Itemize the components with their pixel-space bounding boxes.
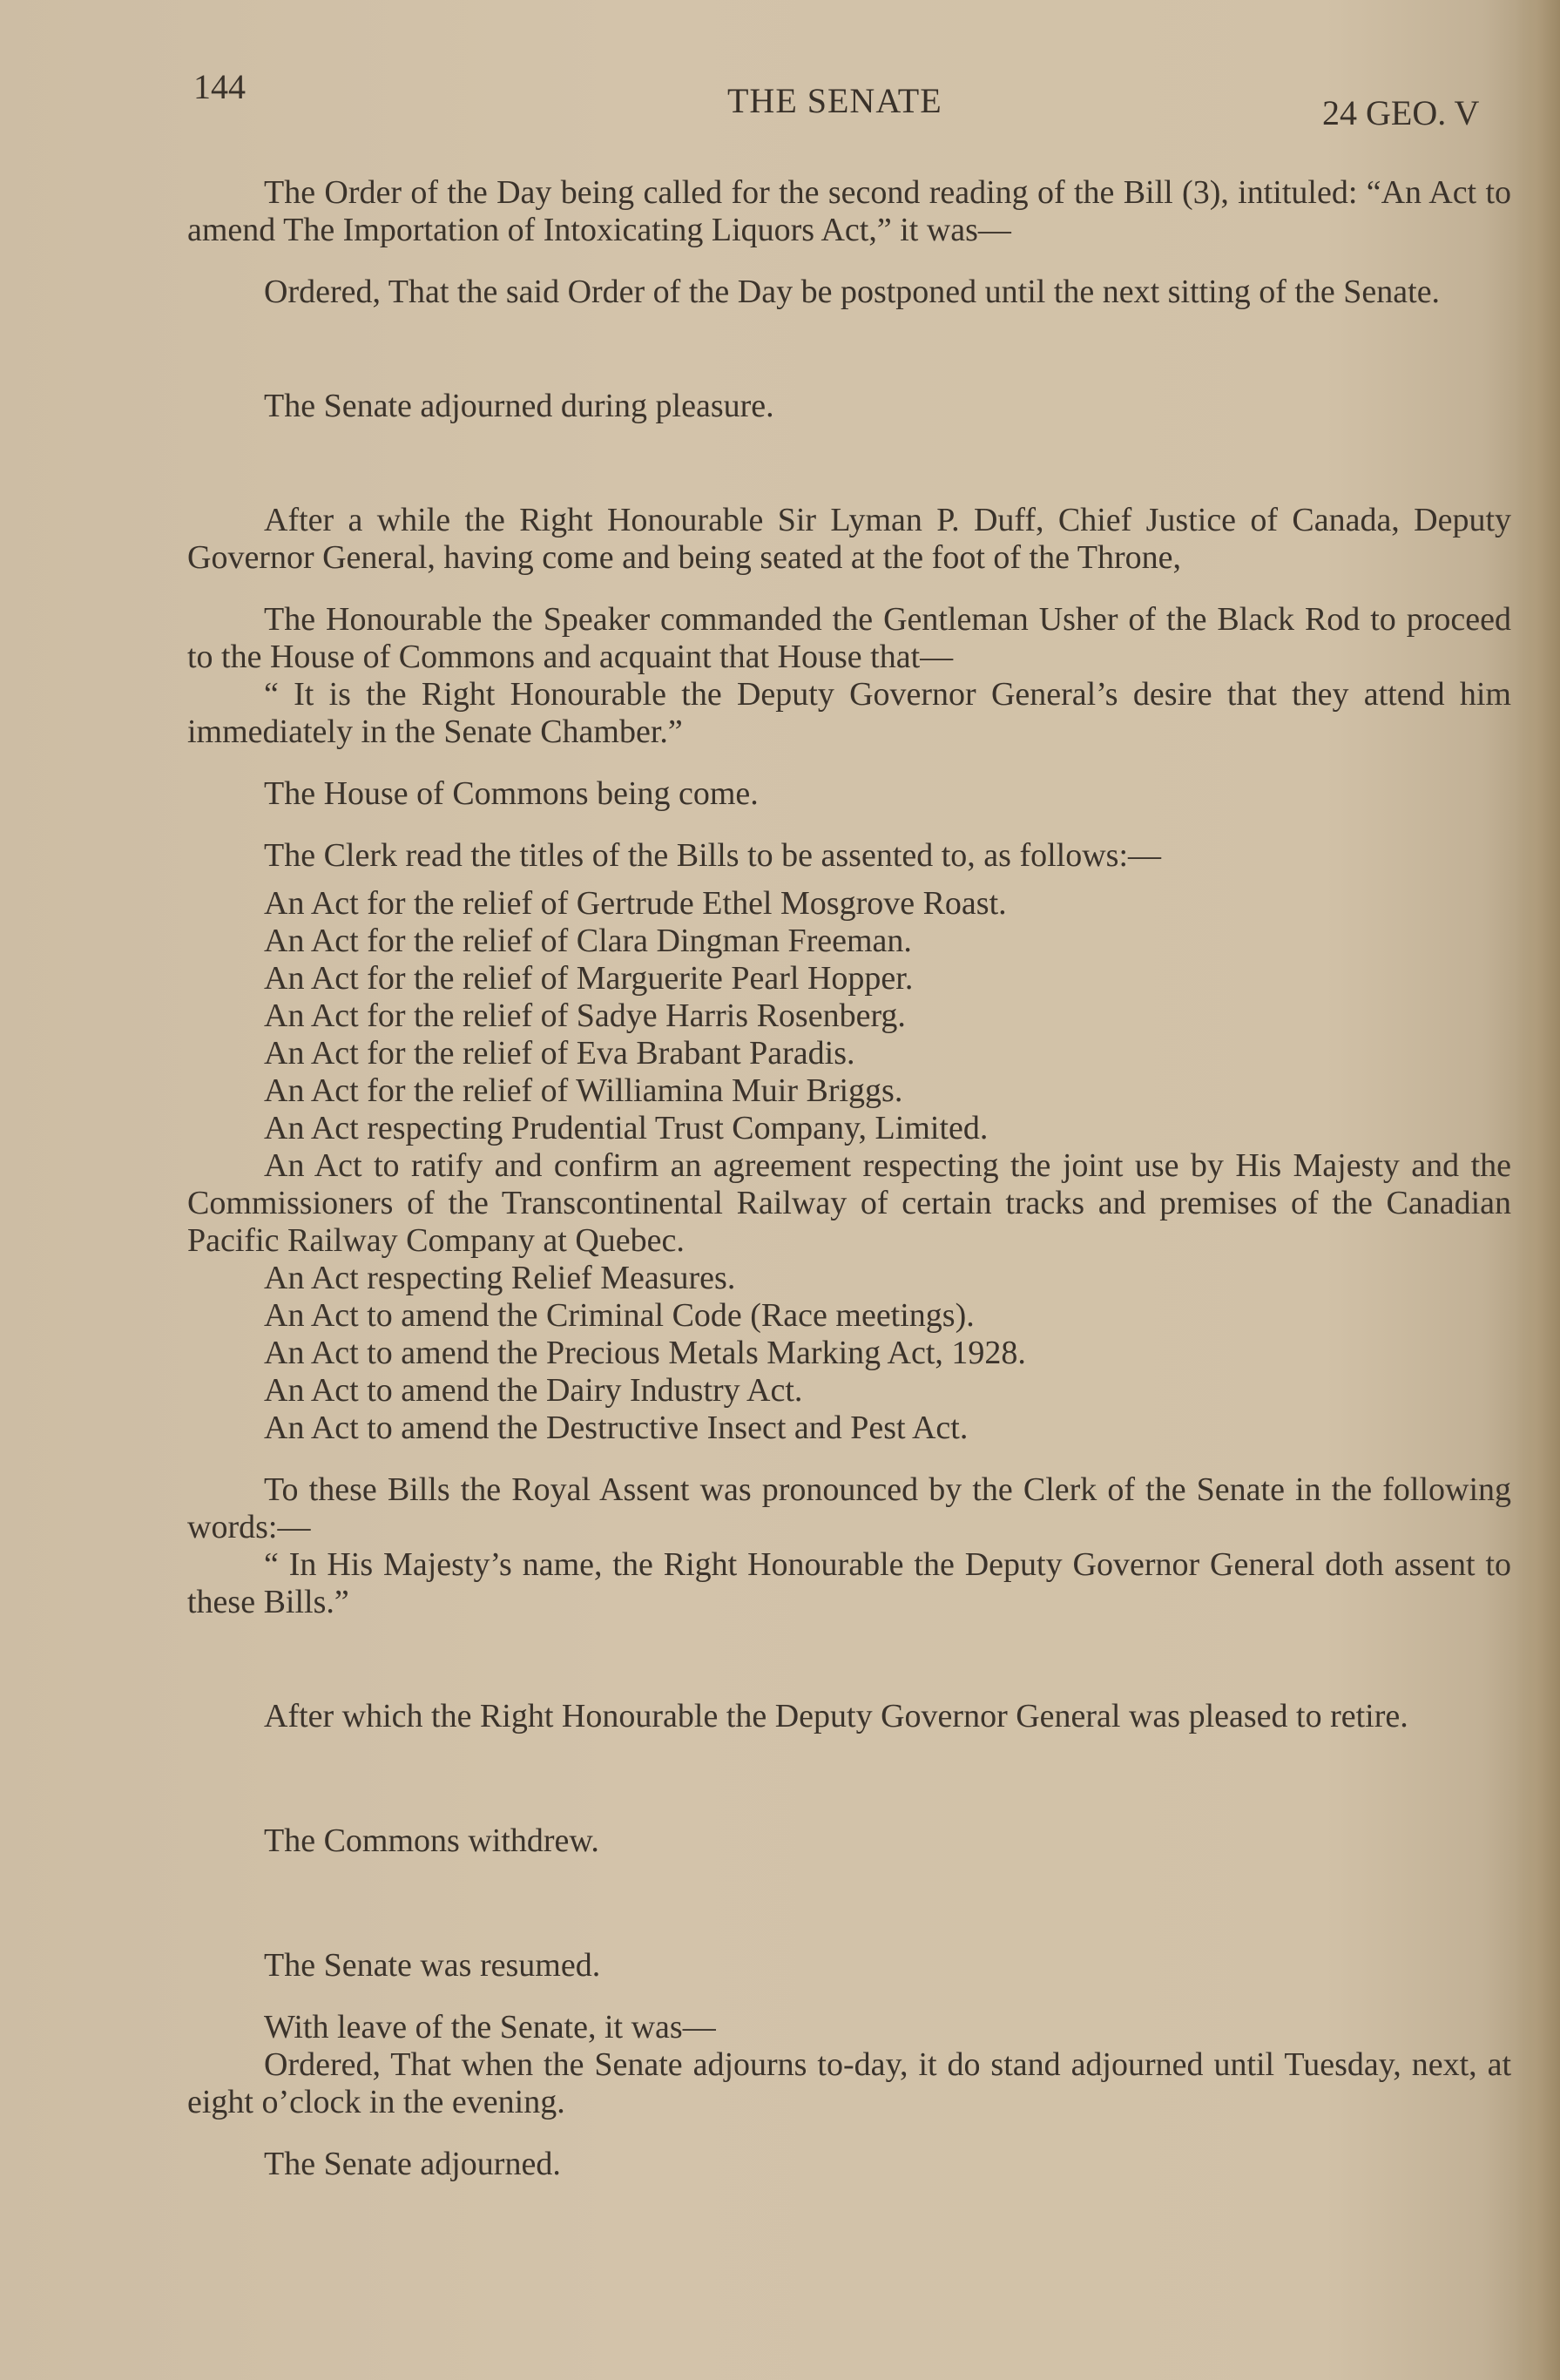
paragraph-senate-adjourned: The Senate adjourned. <box>264 2146 561 2182</box>
list-item: An Act to amend the Dairy Industry Act. <box>264 1372 803 1409</box>
list-item: An Act for the relief of Sadye Harris Rosenberg. <box>264 997 906 1034</box>
running-title: THE SENATE <box>727 81 942 120</box>
list-item: An Act to ratify and confirm an agreement respecting the joint use by His Majesty and the Commissioners of the Transcontinental Railway of certain tracks and premises of the Canadian Pacific Railway Company at Quebec. <box>187 1147 1511 1259</box>
page-edge-shadow <box>1516 0 1560 2380</box>
paragraph-commons-withdrew: The Commons withdrew. <box>264 1822 599 1859</box>
list-item: An Act for the relief of Williamina Muir Briggs. <box>264 1072 903 1109</box>
list-item: An Act for the relief of Gertrude Ethel Mosgrove Roast. <box>264 885 1007 922</box>
bills-list <box>187 885 1511 1447</box>
list-item: An Act respecting Relief Measures. <box>264 1260 736 1296</box>
list-item: An Act for the relief of Eva Brabant Paradis. <box>264 1035 855 1072</box>
paragraph-adjourn-order: Ordered, That when the Senate adjourns to-day, it do stand adjourned until Tuesday, next, at eight o’clock in the evening. <box>187 2046 1511 2120</box>
paragraph-adjourned-pleasure: The Senate adjourned during pleasure. <box>264 388 774 424</box>
page-number: 144 <box>193 67 246 106</box>
paragraph-desire: “ It is the Right Honourable the Deputy Governor General’s desire that they attend him immediately in the Senate Chamber.” <box>187 676 1511 750</box>
paragraph-with-leave: With leave of the Senate, it was— <box>264 2009 716 2045</box>
journal-body <box>187 174 1511 2183</box>
paragraph-order-of-day: The Order of the Day being called for the second reading of the Bill (3), intituled: “An Act to amend The Importation of Intoxicating Liquors Act,” it was— <box>187 174 1511 248</box>
list-item: An Act respecting Prudential Trust Company, Limited. <box>264 1110 989 1146</box>
paragraph-black-rod: The Honourable the Speaker commanded the Gentleman Usher of the Black Rod to proceed to the House of Commons and acquaint that House that— <box>187 601 1511 675</box>
paragraph-deputy-retires: After which the Right Honourable the Deputy Governor General was pleased to retire. <box>264 1698 1408 1734</box>
list-item: An Act to amend the Criminal Code (Race meetings). <box>264 1297 975 1334</box>
regnal-year: 24 GEO. V <box>1322 93 1480 132</box>
paragraph-postponed: Ordered, That the said Order of the Day be postponed until the next sitting of the Senate. <box>264 274 1441 310</box>
paragraph-clerk-read: The Clerk read the titles of the Bills to be assented to, as follows:— <box>264 837 1162 874</box>
list-item: An Act to amend the Destructive Insect and Pest Act. <box>264 1410 969 1446</box>
paragraph-deputy-arrives: After a while the Right Honourable Sir Lyman P. Duff, Chief Justice of Canada, Deputy Governor General, having come and being seated at the foot of the Throne, <box>187 502 1511 576</box>
paragraph-commons-come: The House of Commons being come. <box>264 775 759 812</box>
list-item: An Act for the relief of Clara Dingman Freeman. <box>264 923 912 959</box>
paragraph-royal-assent: To these Bills the Royal Assent was pronounced by the Clerk of the Senate in the following words:— <box>187 1471 1511 1545</box>
list-item: An Act for the relief of Marguerite Pearl Hopper. <box>264 960 914 997</box>
list-item: An Act to amend the Precious Metals Marking Act, 1928. <box>264 1335 1026 1371</box>
paragraph-assent-words: “ In His Majesty’s name, the Right Honourable the Deputy Governor General doth assent to these Bills.” <box>187 1546 1511 1620</box>
paragraph-senate-resumed: The Senate was resumed. <box>264 1947 601 1984</box>
